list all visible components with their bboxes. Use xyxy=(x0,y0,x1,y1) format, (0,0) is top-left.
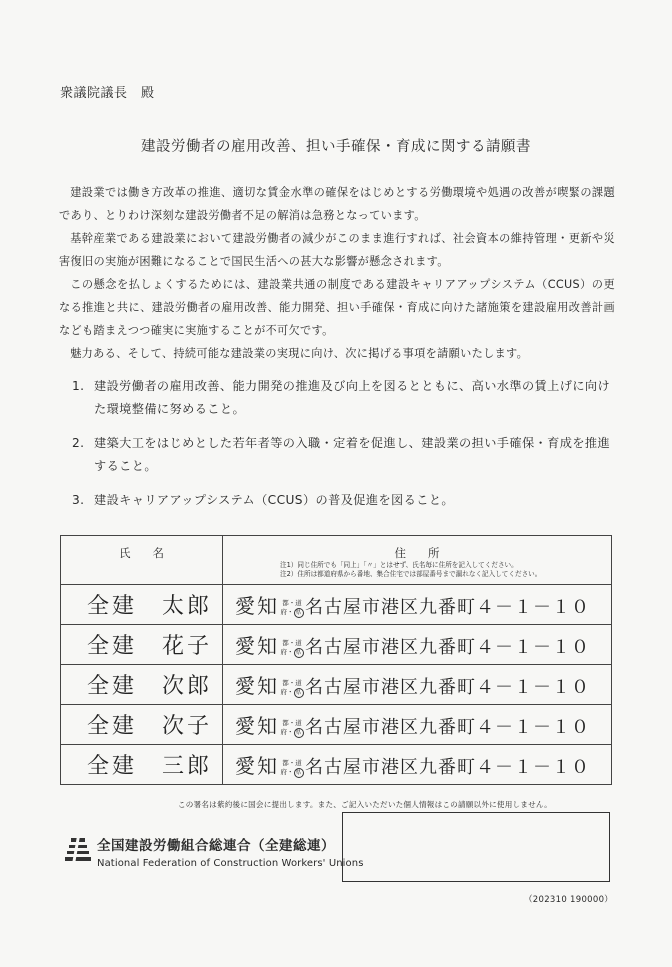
prefecture-type-label: 都・道 府・ 県 xyxy=(280,599,302,616)
addressee: 衆議院議長 殿 xyxy=(60,86,155,101)
ken-circle-mark: 県 xyxy=(294,608,304,618)
request-text: 建設労働者の雇用改善、能力開発の推進及び向上を図るとともに、高い水準の賃上げに向けた環境整備に努めること。 xyxy=(94,379,611,416)
signer-name[interactable]: 全建 花子 xyxy=(61,625,223,665)
prefecture: 愛知 xyxy=(235,634,279,658)
organization-name-en: National Federation of Construction Workers' Unions xyxy=(97,858,364,869)
signature-table xyxy=(60,535,612,785)
paragraph: 魅力ある、そして、持続可能な建設業の実現に向け、次に掲げる事項を請願いたします。 xyxy=(70,347,529,360)
signer-address[interactable] xyxy=(223,665,612,705)
request-text: 建築大工をはじめとした若年者等の入職・定着を促進し、建設業の担い手確保・育成を推進すること。 xyxy=(94,436,611,473)
paragraph: 建設業では働き方改革の推進、適切な賃金水準の確保をはじめとする労働環境や処遇の改善が喫緊の課題であり、とりわけ深刻な建設労働者不足の解消は急務となっています。 xyxy=(59,186,615,222)
prefecture-type-label: 都・道 府・ 県 xyxy=(280,679,302,696)
prefecture-type-label: 都・道 府・ 県 xyxy=(280,639,302,656)
signature-row xyxy=(61,705,612,745)
signer-address[interactable] xyxy=(223,705,612,745)
name-column-header xyxy=(61,536,223,585)
address-detail: 名古屋市港区九番町４－１－１０ xyxy=(305,717,590,738)
prefecture-type-label: 都・道 府・ 県 xyxy=(280,759,302,776)
prefecture: 愛知 xyxy=(235,594,279,618)
request-number: 3. xyxy=(72,493,85,507)
signer-name[interactable]: 全建 次郎 xyxy=(61,665,223,705)
address-detail: 名古屋市港区九番町４－１－１０ xyxy=(305,637,590,658)
petition-body xyxy=(59,181,615,365)
signer-address[interactable] xyxy=(223,585,612,625)
signature-row xyxy=(61,585,612,625)
address-detail: 名古屋市港区九番町４－１－１０ xyxy=(305,757,590,778)
signer-name[interactable]: 全建 太郎 xyxy=(61,585,223,625)
address-detail: 名古屋市港区九番町４－１－１０ xyxy=(305,597,590,618)
signer-address[interactable] xyxy=(223,745,612,785)
privacy-note: この署名は紫約後に国会に提出します。また、ご記入いただいた個人情報はこの請願以外に使用しません。 xyxy=(178,800,552,809)
signer-name[interactable]: 全建 三郎 xyxy=(61,745,223,785)
ken-circle-mark: 県 xyxy=(294,768,304,778)
paragraph: 基幹産業である建設業において建設労働者の減少がこのまま進行すれば、社会資本の維持管理・更新や災害復旧の実施が困難になることで国民生活への甚大な影響が懸念されます。 xyxy=(59,232,615,268)
union-logo-icon xyxy=(65,836,93,864)
request-number: 1. xyxy=(72,379,85,393)
table-note-1: 注1）同じ住所でも「同上」「〃」とはせず、氏名毎に住所を記入してください。 xyxy=(280,561,518,569)
ken-circle-mark: 県 xyxy=(294,728,304,738)
request-text: 建設キャリアアップシステム（CCUS）の普及促進を図ること。 xyxy=(94,493,454,507)
request-item xyxy=(72,489,622,512)
organization-name-ja: 全国建設労働組合総連合（全建総連） xyxy=(97,838,335,854)
prefecture: 愛知 xyxy=(235,714,279,738)
ken-circle-mark: 県 xyxy=(294,688,304,698)
ken-circle-mark: 県 xyxy=(294,648,304,658)
signature-row xyxy=(61,745,612,785)
request-number: 2. xyxy=(72,436,85,450)
request-item xyxy=(72,375,622,421)
prefecture: 愛知 xyxy=(235,674,279,698)
form-code: （202310 190000） xyxy=(524,895,614,905)
signer-address[interactable] xyxy=(223,625,612,665)
prefecture-type-label: 都・道 府・ 県 xyxy=(280,719,302,736)
prefecture: 愛知 xyxy=(235,754,279,778)
request-item xyxy=(72,432,622,478)
signature-row xyxy=(61,665,612,705)
signer-name[interactable]: 全建 次子 xyxy=(61,705,223,745)
request-list xyxy=(72,375,622,523)
stamp-box[interactable] xyxy=(342,812,610,882)
address-detail: 名古屋市港区九番町４－１－１０ xyxy=(305,677,590,698)
address-header-label: 住所 xyxy=(394,546,462,560)
address-column-header xyxy=(223,536,612,585)
name-header-label: 氏名 xyxy=(119,546,186,560)
organization-logo xyxy=(65,834,364,869)
signature-row xyxy=(61,625,612,665)
paragraph: この懸念を払しょくするためには、建設業共通の制度である建設キャリアアップシステム（CCUS）の更なる推進と共に、建設労働者の雇用改善、能力開発、担い手確保・育成に向けた諸施策を建設雇用改善計画なども踏まえつつ確実に実施することが不可欠です。 xyxy=(59,278,615,337)
table-note-2: 注2）住所は都道府県から番地、集合住宅では部屋番号まで漏れなく記入してください。 xyxy=(280,570,542,578)
petition-title: 建設労働者の雇用改善、担い手確保・育成に関する請願書 xyxy=(141,139,531,155)
